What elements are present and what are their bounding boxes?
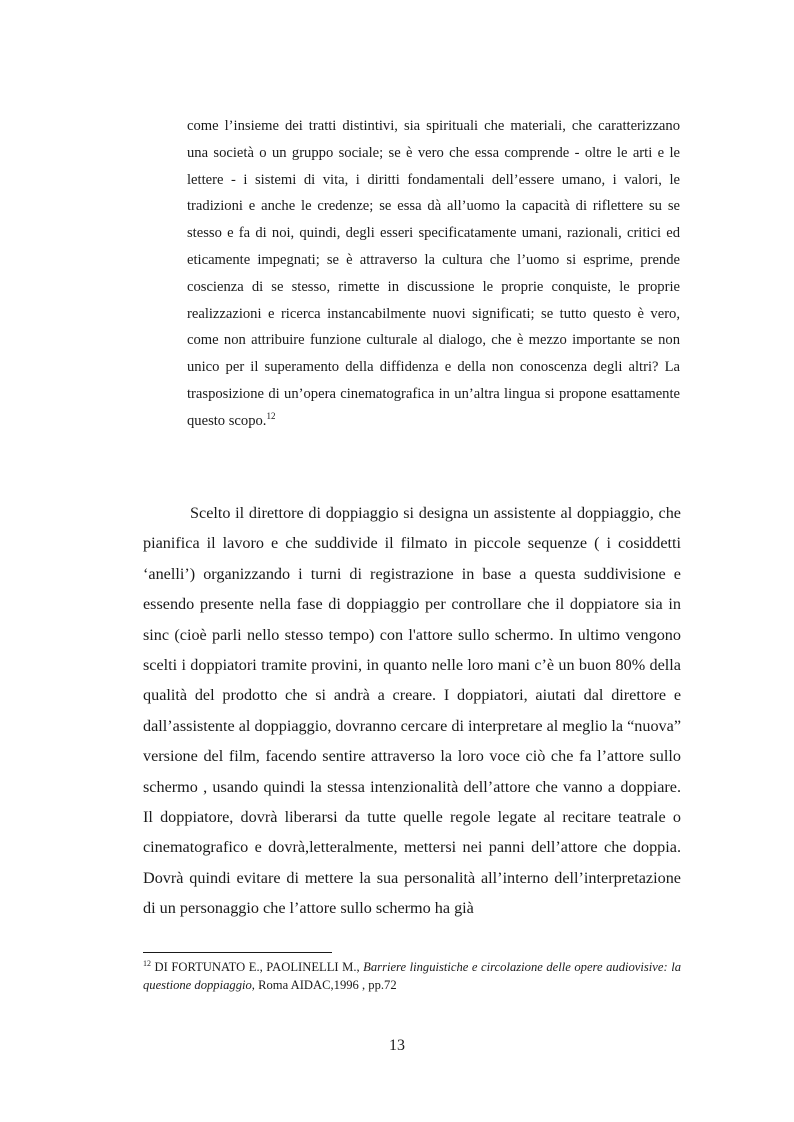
footnote-separator: [143, 952, 332, 953]
page-number: 13: [389, 1037, 405, 1054]
footnote-title: Barriere linguistiche e circolazione delle opere audiovisive: la questione doppiaggio,: [143, 960, 681, 992]
footnote-number: 12: [143, 959, 151, 968]
footnote-publication: Roma AIDAC,1996 , pp.72: [254, 977, 397, 992]
footnote-authors: DI FORTUNATO E., PAOLINELLI M.,: [151, 960, 364, 974]
block-quote: [187, 113, 680, 435]
body-paragraph: Scelto il direttore di doppiaggio si designa un assistente al doppiaggio, che pianifica il lavoro e che suddivide il filmato in piccole sequenze ( i cosiddetti ‘anelli’) organizzando i turni di registrazione in base a questa suddivisione e essendo presente nella fase di doppiaggio per controllare che il doppiatore sia in sinc (cioè parli nello stesso tempo) con l'attore sullo schermo. In ultimo vengono scelti i doppiatori tramite provini, in quanto nelle loro mani c’è un buon 80% della qualità del prodotto che si andrà a creare. I doppiatori, aiutati dal direttore e dall’assistente al doppiaggio, dovranno cercare di interpretare al meglio la “nuova” versione del film, facendo sentire attraverso la loro voce ciò che fa l’attore sullo schermo , usando quindi la stessa intenzionalità dell’attore che vanno a doppiare. Il doppiatore, dovrà liberarsi da tutte quelle regole legate al recitare teatrale o cinematografico e dovrà,letteralmente, mettersi nei panni dell’attore che doppia. Dovrà quindi evitare di mettere la sua personalità all’interno dell’interpretazione di un personaggio che l’attore sullo schermo ha già: [143, 504, 682, 918]
footnote: [143, 959, 681, 994]
footnote-reference[interactable]: 12: [266, 410, 276, 421]
block-quote-text: come l’insieme dei tratti distintivi, sia spirituali che materiali, che caratterizzano una società o un gruppo sociale; se è vero che essa comprende - oltre le arti e le lettere - i sistemi di vita, i diritti fondamentali dell’essere umano, i valori, le tradizioni e anche le credenze; se essa dà all’uomo la capacità di riflettere su se stesso e fa di noi, quindi, degli esseri specificatamente umani, razionali, critici ed eticamente impegnati; se è attraverso la cultura che l’uomo si esprime, prende coscienza di se stesso, rimette in discussione le proprie conquiste, le proprie realizzazioni e ricerca instancabilmente nuovi significati; se tutto questo è vero, come non attribuire funzione culturale al dialogo, che è mezzo importante se non unico per il superamento della diffidenza e della non conoscenza degli altri? La trasposizione di un’opera cinematografica in un’altra lingua si propone esattamente questo scopo.: [187, 118, 680, 429]
